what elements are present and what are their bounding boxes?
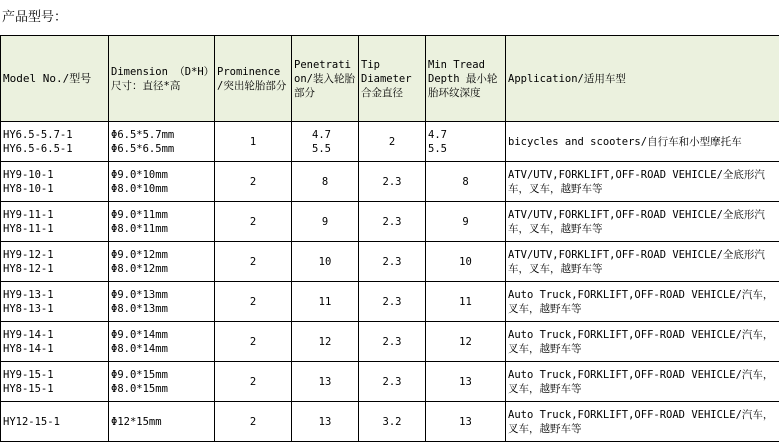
dimension-line: Φ8.0*10mm xyxy=(111,182,168,195)
penetration-cell xyxy=(292,282,359,322)
min-tread-depth-line: 10 xyxy=(459,255,472,268)
min-tread-depth-line: 13 xyxy=(459,375,472,388)
dimension-cell xyxy=(109,322,215,362)
model-cell xyxy=(1,122,109,162)
penetration-line: 13 xyxy=(318,375,332,388)
min-tread-depth-line: 13 xyxy=(459,415,472,428)
prominence-cell: 2 xyxy=(215,322,292,362)
header-application: Application/适用车型 xyxy=(506,36,779,122)
model-line: HY8-11-1 xyxy=(3,222,54,235)
tip-diameter-cell: 2.3 xyxy=(359,242,426,282)
prominence-cell: 2 xyxy=(215,162,292,202)
penetration-line: 4.7 xyxy=(312,128,331,141)
application-cell: Auto Truck,FORKLIFT,OFF-ROAD VEHICLE/汽车，叉车，越野车等 xyxy=(506,362,779,402)
penetration-cell xyxy=(292,202,359,242)
header-penetration: Penetration/装入轮胎部分 xyxy=(292,36,359,122)
table-row xyxy=(1,322,779,362)
model-line: HY6.5-5.7-1 xyxy=(3,128,73,141)
penetration-line: 10 xyxy=(318,255,332,268)
header-model: Model No./型号 xyxy=(1,36,109,122)
prominence-cell: 2 xyxy=(215,202,292,242)
tip-diameter-cell: 2.3 xyxy=(359,322,426,362)
dimension-line: Φ8.0*14mm xyxy=(111,342,168,355)
penetration-line: 8 xyxy=(321,175,329,188)
table-row xyxy=(1,162,779,202)
table-row xyxy=(1,122,779,162)
penetration-cell xyxy=(292,362,359,402)
dimension-line: Φ9.0*14mm xyxy=(111,328,168,341)
dimension-line: Φ9.0*15mm xyxy=(111,368,168,381)
min-tread-depth-cell xyxy=(426,322,506,362)
application-cell: Auto Truck,FORKLIFT,OFF-ROAD VEHICLE/汽车，叉车，越野车等 xyxy=(506,322,779,362)
dimension-line: Φ8.0*15mm xyxy=(111,382,168,395)
min-tread-depth-line: 8 xyxy=(462,175,469,188)
model-line: HY9-11-1 xyxy=(3,208,54,221)
min-tread-depth-line: 12 xyxy=(459,335,472,348)
dimension-line: Φ12*15mm xyxy=(111,415,162,428)
tip-diameter-cell: 2.3 xyxy=(359,362,426,402)
application-cell: bicycles and scooters/自行车和小型摩托车 xyxy=(506,122,779,162)
model-line: HY8-12-1 xyxy=(3,262,54,275)
dimension-cell xyxy=(109,282,215,322)
model-line: HY12-15-1 xyxy=(3,415,60,428)
model-line: HY6.5-6.5-1 xyxy=(3,142,73,155)
dimension-cell xyxy=(109,362,215,402)
min-tread-depth-cell xyxy=(426,282,506,322)
page-title: 产品型号： xyxy=(2,10,68,25)
table-body xyxy=(1,122,779,442)
dimension-line: Φ6.5*5.7mm xyxy=(111,128,175,141)
model-line: HY9-13-1 xyxy=(3,288,54,301)
table-row xyxy=(1,202,779,242)
table-row xyxy=(1,242,779,282)
model-cell xyxy=(1,282,109,322)
tip-diameter-cell: 2 xyxy=(359,122,426,162)
model-cell xyxy=(1,202,109,242)
header-min-tread-depth: Min Tread Depth 最小轮胎环纹深度 xyxy=(426,36,506,122)
min-tread-depth-cell xyxy=(426,242,506,282)
dimension-line: Φ9.0*11mm xyxy=(111,208,168,221)
application-cell: ATV/UTV,FORKLIFT,OFF-ROAD VEHICLE/全底形汽车，叉车，越野车等 xyxy=(506,242,779,282)
model-cell xyxy=(1,162,109,202)
application-cell: Auto Truck,FORKLIFT,OFF-ROAD VEHICLE/汽车，叉车，越野车等 xyxy=(506,402,779,442)
model-cell xyxy=(1,322,109,362)
penetration-line: 11 xyxy=(318,295,332,308)
penetration-cell xyxy=(292,402,359,442)
penetration-cell xyxy=(292,122,359,162)
prominence-cell: 2 xyxy=(215,282,292,322)
table-row xyxy=(1,282,779,322)
prominence-cell: 2 xyxy=(215,402,292,442)
table-row xyxy=(1,402,779,442)
model-line: HY9-14-1 xyxy=(3,328,54,341)
header-row xyxy=(1,36,779,122)
penetration-cell xyxy=(292,322,359,362)
prominence-cell: 2 xyxy=(215,242,292,282)
penetration-line: 5.5 xyxy=(312,142,331,155)
model-line: HY9-15-1 xyxy=(3,368,54,381)
penetration-line: 9 xyxy=(321,215,329,228)
dimension-line: Φ9.0*13mm xyxy=(111,288,168,301)
dimension-line: Φ8.0*11mm xyxy=(111,222,168,235)
dimension-cell xyxy=(109,162,215,202)
dimension-line: Φ9.0*10mm xyxy=(111,168,168,181)
min-tread-depth-line: 5.5 xyxy=(428,142,447,155)
min-tread-depth-cell xyxy=(426,122,506,162)
min-tread-depth-cell xyxy=(426,202,506,242)
dimension-cell xyxy=(109,242,215,282)
penetration-line: 13 xyxy=(318,415,332,428)
model-line: HY9-12-1 xyxy=(3,248,54,261)
model-line: HY8-13-1 xyxy=(3,302,54,315)
spec-table xyxy=(0,35,779,442)
model-cell xyxy=(1,362,109,402)
header-prominence: Prominence /突出轮胎部分 xyxy=(215,36,292,122)
penetration-line: 12 xyxy=(318,335,332,348)
dimension-line: Φ9.0*12mm xyxy=(111,248,168,261)
min-tread-depth-line: 9 xyxy=(462,215,469,228)
min-tread-depth-line: 11 xyxy=(459,295,472,308)
header-tip-diameter: Tip Diameter 合金直径 xyxy=(359,36,426,122)
application-cell: ATV/UTV,FORKLIFT,OFF-ROAD VEHICLE/全底形汽车，叉车，越野车等 xyxy=(506,202,779,242)
table-row xyxy=(1,362,779,402)
header-dimension: Dimension （D*H）尺寸：直径*高 xyxy=(109,36,215,122)
min-tread-depth-cell xyxy=(426,362,506,402)
min-tread-depth-line: 4.7 xyxy=(428,128,447,141)
model-line: HY9-10-1 xyxy=(3,168,54,181)
penetration-cell xyxy=(292,162,359,202)
prominence-cell: 2 xyxy=(215,362,292,402)
dimension-line: Φ6.5*6.5mm xyxy=(111,142,175,155)
model-line: HY8-14-1 xyxy=(3,342,54,355)
tip-diameter-cell: 2.3 xyxy=(359,202,426,242)
penetration-cell xyxy=(292,242,359,282)
dimension-cell xyxy=(109,122,215,162)
application-cell: Auto Truck,FORKLIFT,OFF-ROAD VEHICLE/汽车，叉车，越野车等 xyxy=(506,282,779,322)
dimension-line: Φ8.0*12mm xyxy=(111,262,168,275)
model-line: HY8-15-1 xyxy=(3,382,54,395)
model-line: HY8-10-1 xyxy=(3,182,54,195)
prominence-cell: 1 xyxy=(215,122,292,162)
dimension-line: Φ8.0*13mm xyxy=(111,302,168,315)
tip-diameter-cell: 2.3 xyxy=(359,282,426,322)
model-cell xyxy=(1,402,109,442)
dimension-cell xyxy=(109,402,215,442)
application-cell: ATV/UTV,FORKLIFT,OFF-ROAD VEHICLE/全底形汽车，叉车，越野车等 xyxy=(506,162,779,202)
min-tread-depth-cell xyxy=(426,162,506,202)
tip-diameter-cell: 2.3 xyxy=(359,162,426,202)
model-cell xyxy=(1,242,109,282)
min-tread-depth-cell xyxy=(426,402,506,442)
dimension-cell xyxy=(109,202,215,242)
tip-diameter-cell: 3.2 xyxy=(359,402,426,442)
